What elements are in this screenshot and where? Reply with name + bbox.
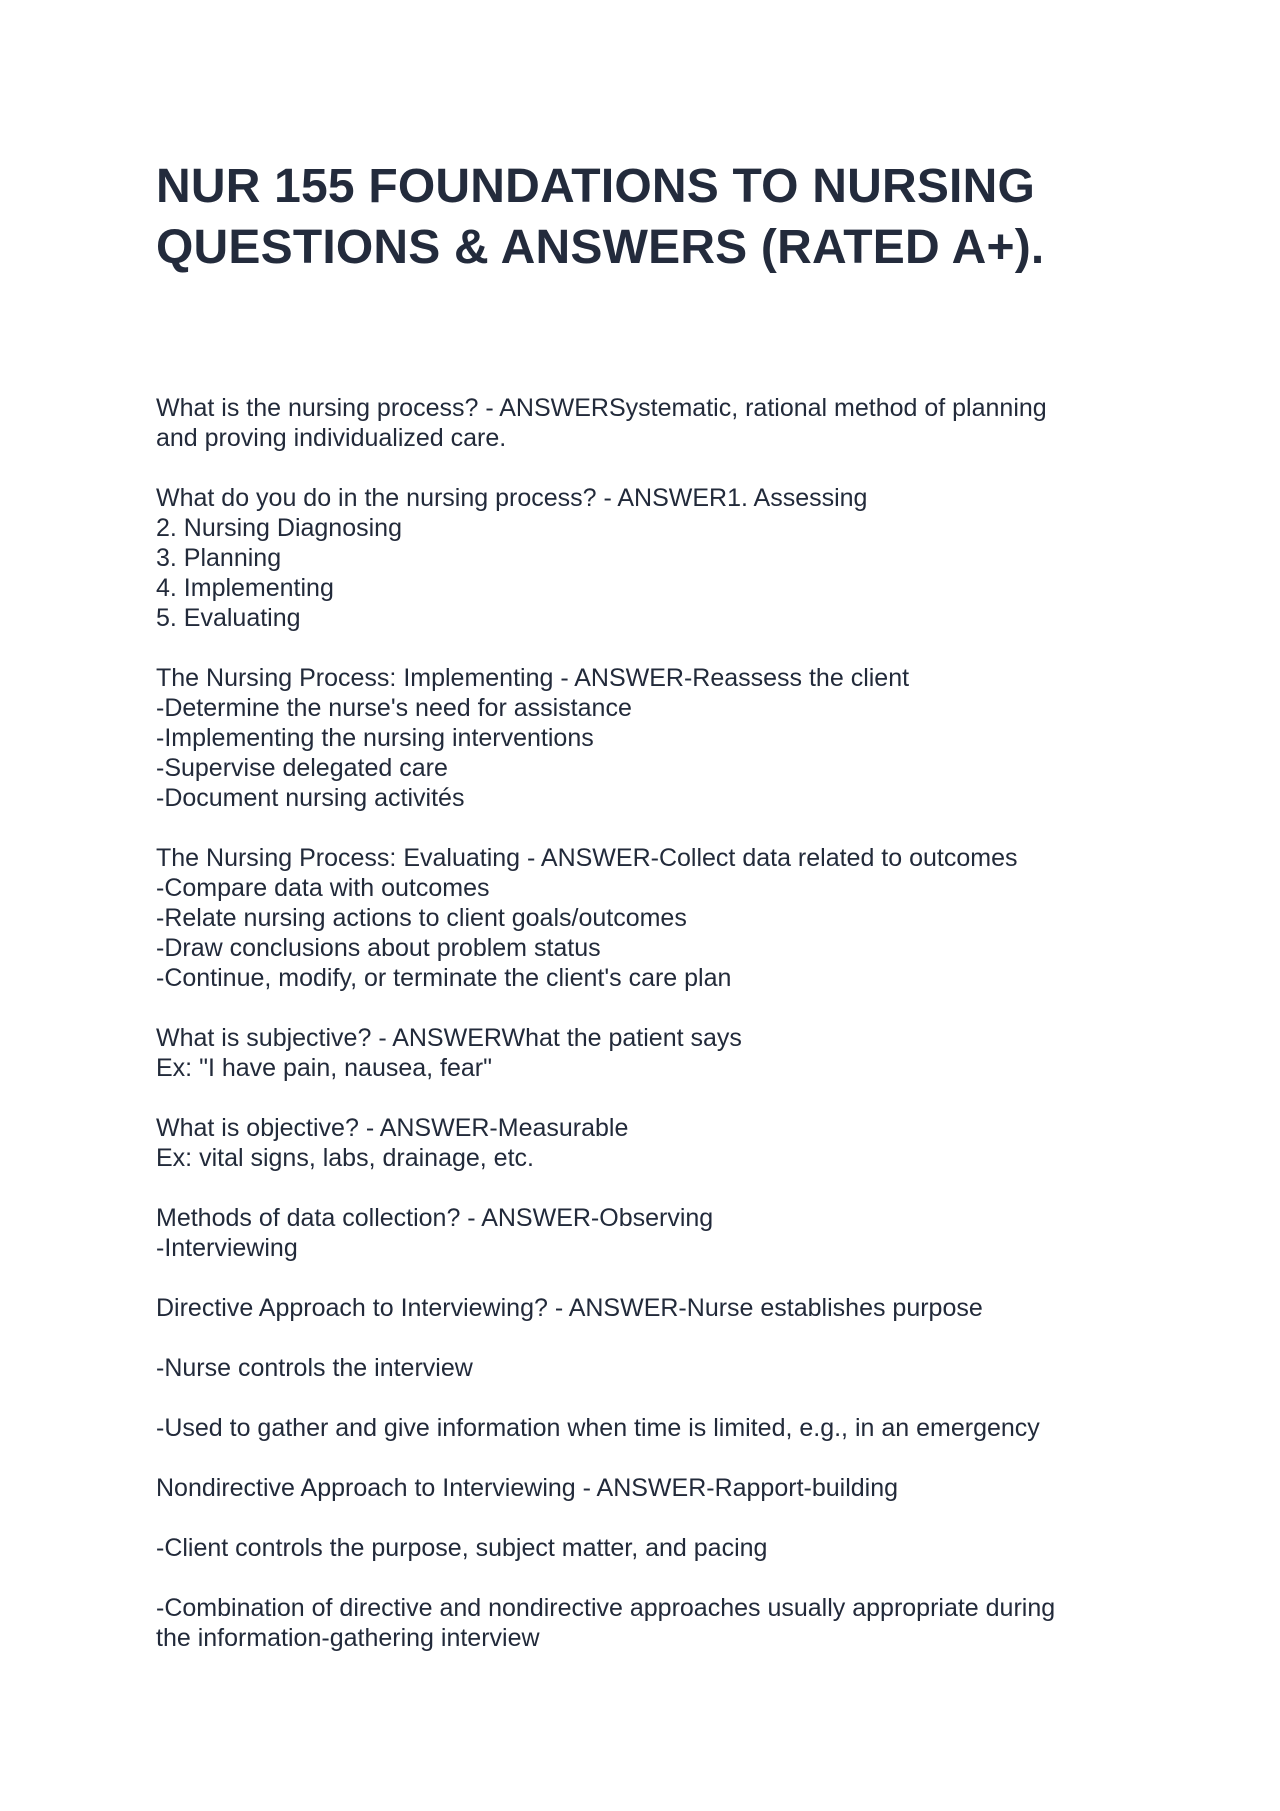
- qa-answer-line: -Client controls the purpose, subject matter, and pacing: [156, 1534, 768, 1562]
- qa-answer-line: -Supervise delegated care: [156, 754, 448, 782]
- qa-answer-line: the information-gathering interview: [156, 1624, 540, 1652]
- qa-item: [156, 1203, 1156, 1263]
- document-title-line-1: NUR 155 FOUNDATIONS TO NURSING: [156, 160, 1035, 213]
- qa-question-line: What is objective? - ANSWER-Measurable: [156, 1114, 629, 1142]
- qa-item: [156, 483, 1156, 633]
- qa-answer-line: -Document nursing activités: [156, 784, 465, 812]
- qa-answer-line: 5. Evaluating: [156, 604, 301, 632]
- qa-question-line: The Nursing Process: Evaluating - ANSWER-Collect data related to outcomes: [156, 844, 1018, 872]
- qa-question-line: What is subjective? - ANSWERWhat the patient says: [156, 1024, 742, 1052]
- qa-question-line: Directive Approach to Interviewing? - ANSWER-Nurse establishes purpose: [156, 1294, 983, 1322]
- qa-item: [156, 1113, 1156, 1173]
- qa-answer-line: 2. Nursing Diagnosing: [156, 514, 402, 542]
- qa-question-line: What do you do in the nursing process? - ANSWER1. Assessing: [156, 484, 868, 512]
- qa-answer-line: 3. Planning: [156, 544, 282, 572]
- qa-list: [156, 393, 1156, 1683]
- qa-item: [156, 1473, 1156, 1653]
- qa-answer-line: -Used to gather and give information when time is limited, e.g., in an emergency: [156, 1414, 1040, 1442]
- qa-answer-line: [156, 1503, 1156, 1533]
- qa-answer-line: [156, 1323, 1156, 1353]
- qa-item: [156, 843, 1156, 993]
- qa-answer-line: -Interviewing: [156, 1234, 298, 1262]
- qa-answer-line: and proving individualized care.: [156, 424, 507, 452]
- qa-answer-line: -Relate nursing actions to client goals/outcomes: [156, 904, 687, 932]
- qa-answer-line: [156, 1383, 1156, 1413]
- qa-answer-line: -Compare data with outcomes: [156, 874, 490, 902]
- document-title: [156, 156, 1156, 278]
- qa-answer-line: -Combination of directive and nondirective approaches usually appropriate during: [156, 1594, 1056, 1622]
- qa-question-line: Nondirective Approach to Interviewing - ANSWER-Rapport-building: [156, 1474, 899, 1502]
- qa-answer-line: -Nurse controls the interview: [156, 1354, 473, 1382]
- document-title-line-2: QUESTIONS & ANSWERS (RATED A+).: [156, 221, 1045, 274]
- qa-answer-line: Ex: "I have pain, nausea, fear": [156, 1054, 493, 1082]
- qa-answer-line: -Determine the nurse's need for assistance: [156, 694, 632, 722]
- qa-question-line: What is the nursing process? - ANSWERSystematic, rational method of planning: [156, 394, 1047, 422]
- qa-item: [156, 663, 1156, 813]
- qa-answer-line: -Implementing the nursing interventions: [156, 724, 594, 752]
- qa-answer-line: -Draw conclusions about problem status: [156, 934, 601, 962]
- qa-answer-line: [156, 1563, 1156, 1593]
- qa-answer-line: 4. Implementing: [156, 574, 334, 602]
- qa-question-line: Methods of data collection? - ANSWER-Observing: [156, 1204, 714, 1232]
- qa-item: [156, 1293, 1156, 1443]
- qa-item: [156, 393, 1156, 453]
- qa-item: [156, 1023, 1156, 1083]
- qa-question-line: The Nursing Process: Implementing - ANSWER-Reassess the client: [156, 664, 910, 692]
- qa-answer-line: Ex: vital signs, labs, drainage, etc.: [156, 1144, 534, 1172]
- qa-answer-line: -Continue, modify, or terminate the client's care plan: [156, 964, 732, 992]
